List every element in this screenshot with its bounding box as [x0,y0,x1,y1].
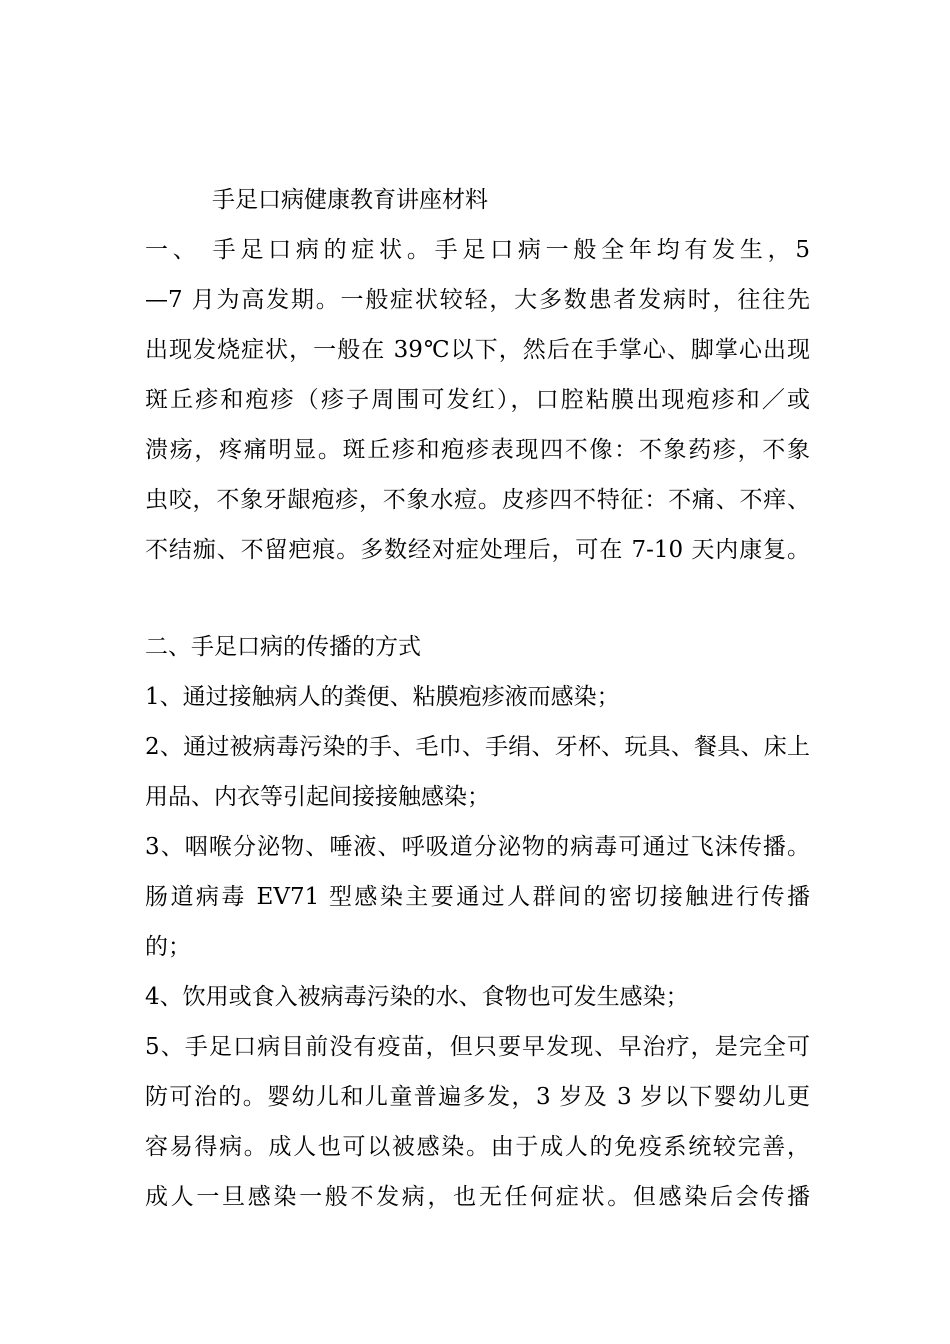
section2-line-1: 1、通过接触病人的粪便、粘膜疱疹液而感染； [145,684,620,710]
section2-line-9: 防可治的。婴幼儿和儿童普遍多发，3 岁及 3 岁以下婴幼儿更 [145,1084,810,1110]
section2-line-5: 肠道病毒 EV71 型感染主要通过人群间的密切接触进行传播 [145,884,810,910]
section2-line-11: 成人一旦感染一般不发病，也无任何症状。但感染后会传播 [145,1184,810,1210]
section2-line-4: 3、咽喉分泌物、唾液、呼吸道分泌物的病毒可通过飞沫传播。 [145,834,810,860]
section2-line-8: 5、手足口病目前没有疫苗，但只要早发现、早治疗，是完全可 [145,1034,810,1060]
section2-heading: 二、手足口病的传播的方式 [145,634,421,660]
section1-line-7: 不结痂、不留疤痕。多数经对症处理后，可在 7-10 天内康复。 [145,537,810,563]
section1-line-3: 出现发烧症状，一般在 39℃以下，然后在手掌心、脚掌心出现 [145,337,810,363]
section1-line-1: 一、 手足口病的症状。手足口病一般全年均有发生，5 [145,237,810,263]
section2-line-3: 用品、内衣等引起间接接触感染； [145,784,490,810]
section2-line-2: 2、通过被病毒污染的手、毛巾、手绢、牙杯、玩具、餐具、床上 [145,734,810,760]
section2-line-7: 4、饮用或食入被病毒污染的水、食物也可发生感染； [145,984,689,1010]
section2-line-6: 的； [145,934,191,960]
section1-line-6: 虫咬，不象牙龈疱疹，不象水痘。皮疹四不特征：不痛、不痒、 [145,487,810,513]
document-title: 手足口病健康教育讲座材料 [212,187,488,213]
section1-line-4: 斑丘疹和疱疹（疹子周围可发红），口腔粘膜出现疱疹和／或 [145,387,810,413]
section1-line-5: 溃疡，疼痛明显。斑丘疹和疱疹表现四不像：不象药疹，不象 [145,437,810,463]
section1-line-2: —7 月为高发期。一般症状较轻，大多数患者发病时，往往先 [145,287,810,313]
section2-line-10: 容易得病。成人也可以被感染。由于成人的免疫系统较完善， [145,1134,810,1160]
